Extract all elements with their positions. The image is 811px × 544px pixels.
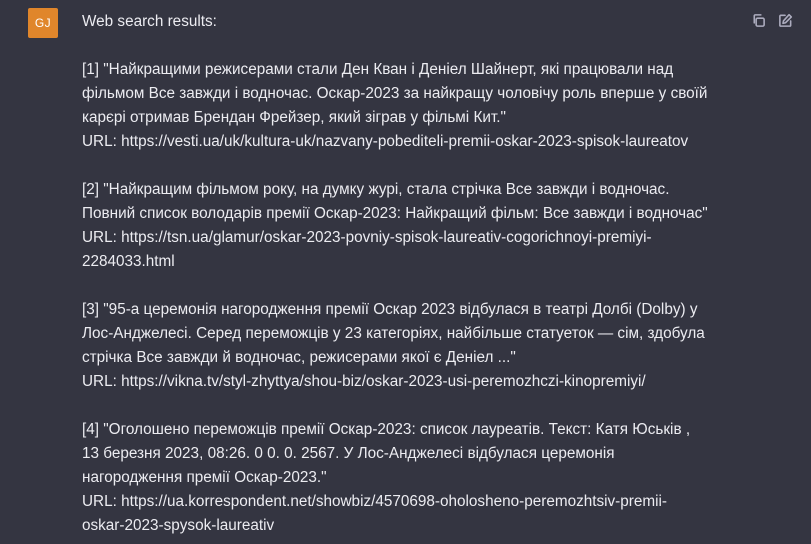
result-text-line: нагородження премії Оскар-2023." (82, 469, 327, 486)
message-content (82, 10, 762, 538)
result-text-line: стрічка Все завжди й водночас, режисерами якої є Деніел ..." (82, 349, 516, 366)
result-text-line: 13 березня 2023, 08:26. 0 0. 0. 2567. У Лос-Анджелесі відбулася церемонія (82, 445, 615, 462)
search-result (82, 418, 762, 538)
result-text-line: [4] "Оголошено переможців премії Оскар-2023: список лауреатів. Текст: Катя Юськів , (82, 421, 691, 438)
result-text-line: [3] "95-а церемонія нагородження премії Оскар 2023 відбулася в театрі Долбі (Dolby) у (82, 301, 698, 318)
edit-button[interactable] (777, 12, 793, 28)
search-result (82, 178, 762, 274)
result-text-line: [1] "Найкращими режисерами стали Ден Кван і Деніел Шайнерт, які працювали над (82, 61, 674, 78)
result-text-line: Лос-Анджелесі. Серед переможців у 23 категоріях, найбільше статуеток — сім, здобула (82, 325, 705, 342)
result-url-link-continued[interactable]: 2284033.html (82, 253, 175, 270)
search-result (82, 298, 762, 394)
result-url-link-continued[interactable]: oskar-2023-spysok-laureativ (82, 517, 275, 534)
result-url-line (82, 490, 762, 514)
result-text-line: карєрі отримав Брендан Фрейзер, який зіграв у фільмі Кит." (82, 109, 506, 126)
result-url-line (82, 130, 762, 154)
result-url-line-continued[interactable] (82, 514, 762, 538)
result-url-link[interactable]: https://tsn.ua/glamur/oskar-2023-povniy-spisok-laureativ-cogorichnoyi-premiyi- (121, 229, 652, 246)
result-url-line (82, 226, 762, 250)
user-avatar: GJ (28, 8, 58, 38)
url-label: URL: (82, 133, 122, 150)
result-url-link[interactable]: https://ua.korrespondent.net/showbiz/4570698-oholosheno-peremozhtsiv-premii- (121, 493, 668, 510)
edit-icon (778, 13, 793, 28)
result-text-line: фільмом Все завжди і водночас. Оскар-2023 за найкращу чоловічу роль вперше у своїй (82, 85, 708, 102)
result-url-link[interactable]: https://vikna.tv/styl-zhyttya/shou-biz/oskar-2023-usi-peremozhczi-kinopremiyi/ (121, 373, 646, 390)
result-url-line (82, 370, 762, 394)
url-label: URL: (82, 373, 122, 390)
result-url-line-continued[interactable] (82, 250, 762, 274)
search-result (82, 58, 762, 154)
result-text-line: Повний список володарів премії Оскар-2023: Найкращий фільм: Все завжди і водночас" (82, 205, 708, 222)
result-text-line: [2] "Найкращим фільмом року, на думку журі, стала стрічка Все завжди і водночас. (82, 181, 670, 198)
result-url-link[interactable]: https://vesti.ua/uk/kultura-uk/nazvany-pobediteli-premii-oskar-2023-spisok-laureatov (121, 133, 689, 150)
message-heading: Web search results: (82, 13, 217, 30)
url-label: URL: (82, 229, 122, 246)
url-label: URL: (82, 493, 122, 510)
